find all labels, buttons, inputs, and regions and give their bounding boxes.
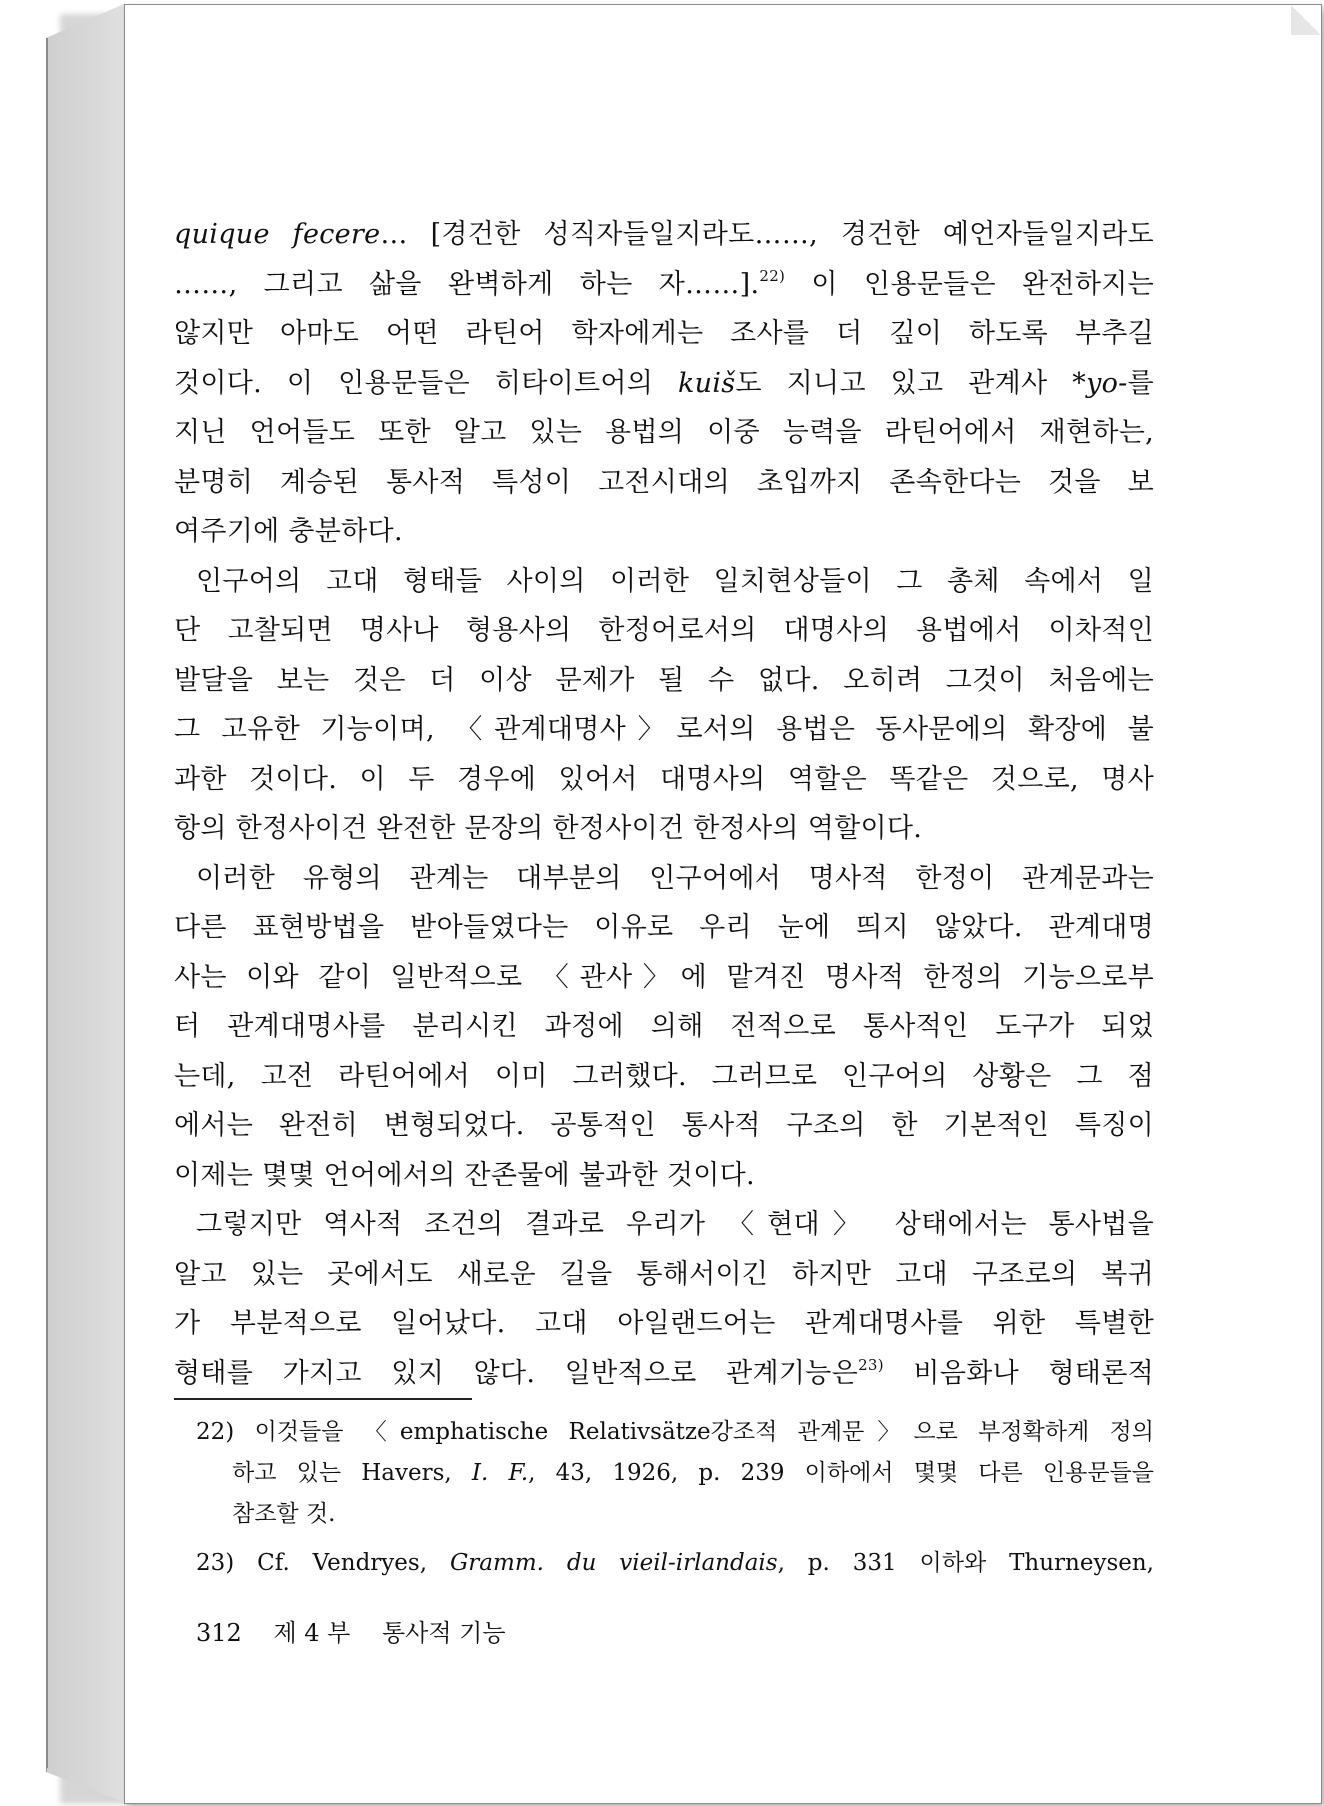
- page-corner: [1291, 5, 1321, 35]
- text-line: 가 부분적으로 일어났다. 고대 아일랜드어는 관계대명사를 위한 특별한: [174, 1308, 1154, 1339]
- footnote-ref-22[interactable]: 22): [759, 266, 786, 285]
- text-span: ……, 그리고 삶을 완벽하게 하는 자……].: [174, 268, 760, 300]
- text-span: 형태를 가지고 있지 않다. 일반적으로 관계기능은: [174, 1357, 859, 1389]
- text-span: , 43, 1926, p. 239 이하에서 몇몇 다른 인용문들을: [528, 1460, 1154, 1486]
- paragraph-1: [174, 210, 1154, 557]
- text-line: 사는 이와 같이 일반적으로 〈관사〉에 맡겨진 명사적 한정의 기능으로부: [174, 961, 1154, 993]
- part-label: 제 4 부: [273, 1619, 351, 1647]
- text-line: 알고 있는 곳에서도 새로운 길을 통해서이긴 하지만 고대 구조로의 복귀: [174, 1258, 1154, 1290]
- text-span: Cf. Vendryes,: [257, 1550, 450, 1576]
- text-line: 이러한 유형의 관계는 대부분의 인구어에서 명사적 한정이 관계문과는: [196, 862, 1154, 894]
- footnote-number: 22): [196, 1419, 235, 1445]
- text-line: 그렇지만 역사적 조건의 결과로 우리가 〈현대〉 상태에서는 통사법을: [196, 1209, 1154, 1240]
- text-span: 도 지니고 있고 관계사: [735, 367, 1073, 399]
- text-line: [174, 260, 1154, 310]
- text-span: 이것들을 〈emphatische Relativsätze강조적 관계문〉으로 부정확하게 정의: [254, 1419, 1154, 1445]
- text-span: , p. 331 이하와 Thurneysen,: [777, 1550, 1154, 1576]
- text-line: 이제는 몇몇 언어에서의 잔존물에 불과한 것이다.: [174, 1159, 755, 1191]
- text-line: 여주기에 충분하다.: [174, 516, 403, 547]
- text-span: 비음화나 형태론적: [883, 1357, 1154, 1389]
- paragraph-3: [174, 854, 1154, 1201]
- book-title: Gramm. du vieil-irlandais: [449, 1550, 778, 1576]
- footnote-22-line: 참조할 것.: [232, 1501, 336, 1527]
- main-text: [174, 210, 1154, 1398]
- relative-root: *yo-: [1072, 367, 1128, 399]
- text-line: 않지만 아마도 어떤 라틴어 학자에게는 조사를 더 깊이 하도록 부추길: [174, 318, 1154, 349]
- text-line: 그 고유한 기능이며, 〈관계대명사〉로서의 용법은 동사문에의 확장에 불: [174, 714, 1154, 745]
- footnote-number: 23): [196, 1550, 235, 1576]
- paragraph-2: [174, 557, 1154, 854]
- text-line: 인구어의 고대 형태들 사이의 이러한 일치현상들이 그 총체 속에서 일: [196, 565, 1154, 597]
- text-line: 발달을 보는 것은 더 이상 문제가 될 수 없다. 오히려 그것이 처음에는: [174, 664, 1154, 696]
- text-line: 지닌 언어들도 또한 알고 있는 용법의 이중 능력을 라틴어에서 재현하는,: [174, 417, 1154, 448]
- text-line: 터 관계대명사를 분리시킨 과정에 의해 전적으로 통사적인 도구가 되었: [174, 1011, 1154, 1042]
- footnote-ref-23[interactable]: 23): [858, 1355, 884, 1374]
- section-label: 통사적 기능: [382, 1619, 506, 1647]
- footnote-22-line: [174, 1453, 1154, 1494]
- book-spine-edge: [46, 38, 48, 1768]
- text-line: [174, 1349, 1154, 1399]
- text-line: 는데, 고전 라틴어에서 이미 그러했다. 그러므로 인구어의 상황은 그 점: [174, 1060, 1154, 1092]
- text-line: [174, 210, 1154, 260]
- page-number: 312: [196, 1619, 242, 1647]
- latin-quote: quique fecere: [174, 219, 381, 250]
- text-line: 분명히 계승된 통사적 특성이 고전시대의 초입까지 존속한다는 것을 보: [174, 466, 1154, 498]
- footnotes: [174, 1412, 1154, 1584]
- paragraph-4: [174, 1200, 1154, 1398]
- text-line: 에서는 완전히 변형되었다. 공통적인 통사적 구조의 한 기본적인 특징이: [174, 1110, 1154, 1141]
- text-line: 다른 표현방법을 받아들였다는 이유로 우리 눈에 띄지 않았다. 관계대명: [174, 912, 1154, 943]
- hittite-word: kuiš: [678, 367, 736, 399]
- text-span: … [경건한 성직자들일지라도……, 경건한 예언자들일지라도: [380, 219, 1154, 250]
- text-line: 단 고찰되면 명사나 형용사의 한정어로서의 대명사의 용법에서 이차적인: [174, 615, 1154, 646]
- text-span: 것이다. 이 인용문들은 히타이트어의: [174, 367, 654, 399]
- text-span: 하고 있는 Havers,: [232, 1460, 472, 1486]
- text-line: [174, 359, 1154, 409]
- footnote-23: [174, 1543, 1154, 1584]
- journal-title: I. F.: [471, 1460, 529, 1486]
- footnote-22: [174, 1412, 1154, 1453]
- book-spine: [46, 4, 133, 1802]
- page-footer: [196, 1618, 530, 1648]
- text-span: 를: [1127, 367, 1154, 399]
- text-line: 과한 것이다. 이 두 경우에 있어서 대명사의 역할은 똑같은 것으로, 명사: [174, 763, 1154, 795]
- footnote-divider: [174, 1398, 472, 1400]
- text-line: 항의 한정사이건 완전한 문장의 한정사이건 한정사의 역할이다.: [174, 813, 923, 844]
- text-span: 이 인용문들은 완전하지는: [785, 268, 1154, 300]
